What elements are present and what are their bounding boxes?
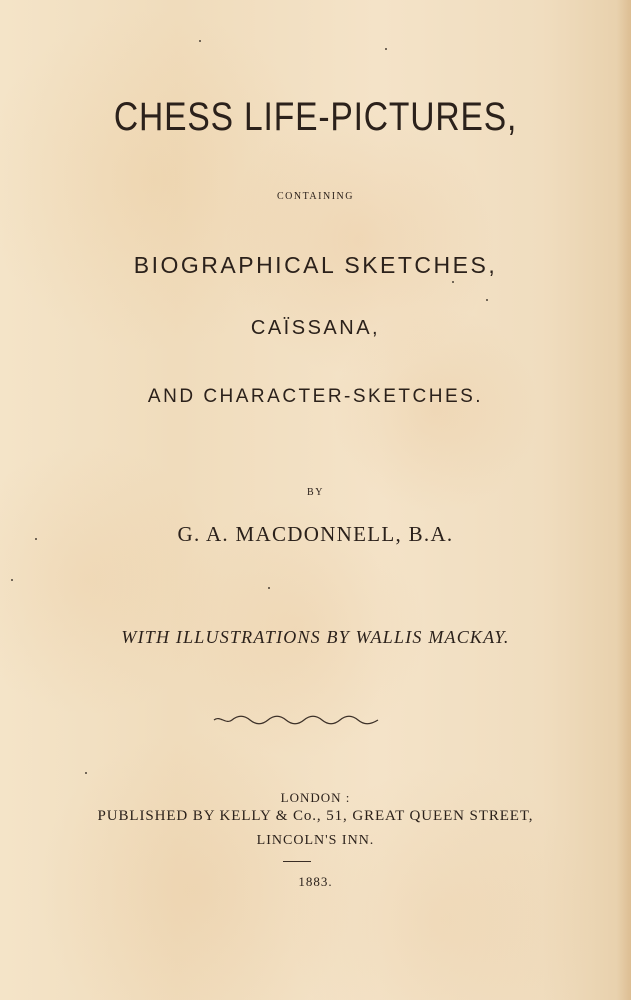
paper-speck — [268, 587, 270, 589]
subtitle-line-1: BIOGRAPHICAL SKETCHES, — [133, 252, 498, 278]
paper-speck — [199, 40, 201, 42]
paper-speck — [35, 538, 37, 540]
publisher-line-2: LINCOLN'S INN. — [256, 833, 375, 848]
publication-place: LONDON : — [280, 790, 351, 805]
subtitle-line-2: CAÏSSANA, — [250, 317, 381, 339]
year-divider — [283, 861, 311, 862]
subtitle-line-3: AND CHARACTER-SKETCHES. — [147, 386, 484, 407]
author-name: G. A. MACDONNELL, B.A. — [177, 522, 454, 546]
containing-label: CONTAINING — [277, 191, 354, 202]
page-edge-shadow — [617, 0, 631, 1000]
paper-speck — [452, 281, 454, 283]
paper-speck — [11, 579, 13, 581]
book-title: CHESS LIFE-PICTURES, — [113, 95, 518, 139]
by-label: BY — [307, 487, 324, 498]
decorative-rule-icon — [213, 714, 379, 726]
paper-speck — [385, 48, 387, 50]
illustrations-credit: WITH ILLUSTRATIONS BY WALLIS MACKAY. — [121, 627, 510, 647]
publication-year: 1883. — [298, 874, 333, 889]
paper-speck — [486, 299, 488, 301]
paper-speck — [85, 772, 87, 774]
publisher-line-1: PUBLISHED BY KELLY & Co., 51, GREAT QUEEN STREET, — [97, 808, 534, 824]
